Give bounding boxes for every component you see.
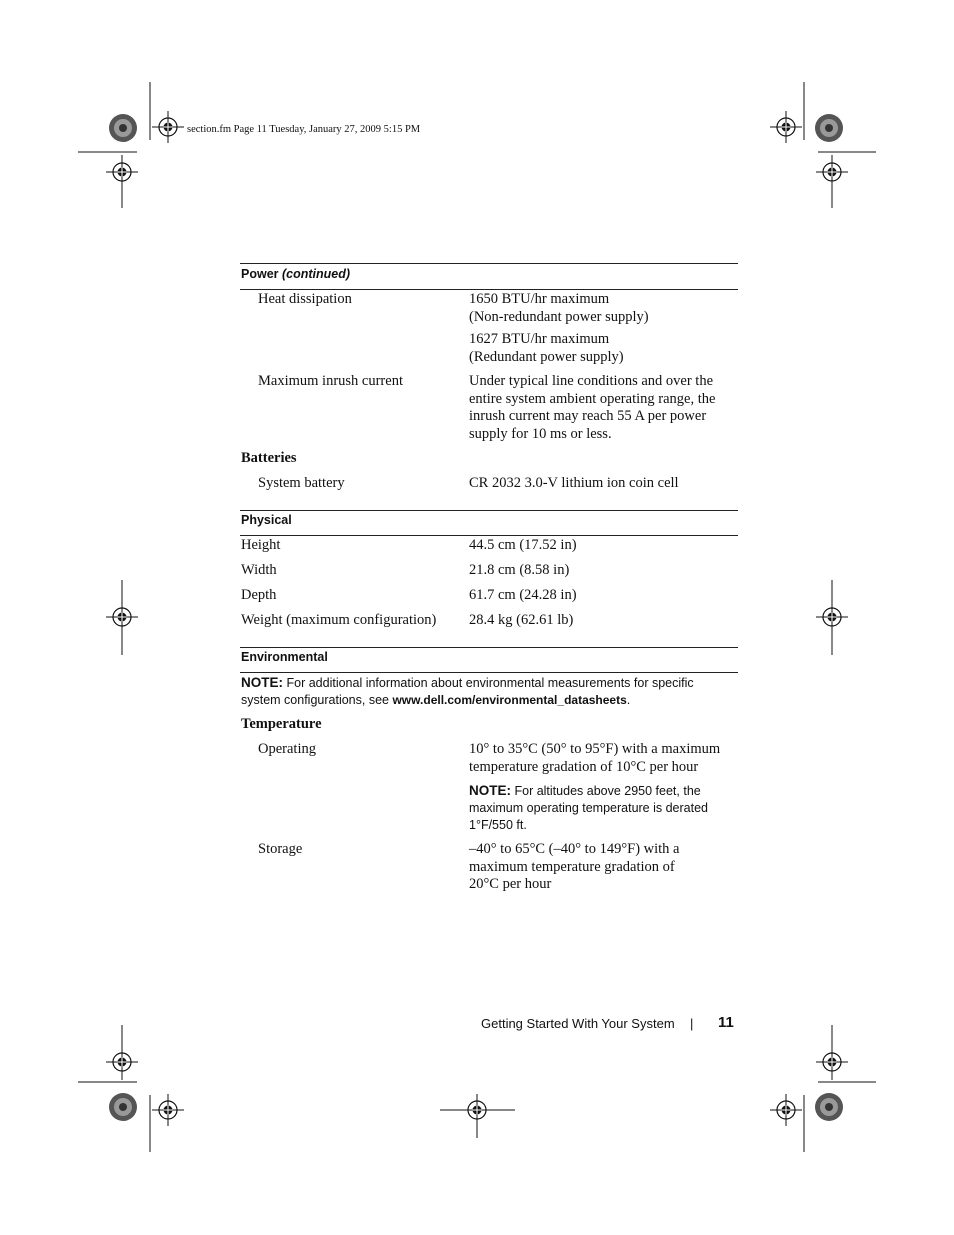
value-line: inrush current may reach 55 A per power [469,408,707,424]
spec-label-storage: Storage [258,841,303,857]
print-slug: section.fm Page 11 Tuesday, January 27, 2009 5:15 PM [187,124,421,135]
operating-note [469,782,731,834]
spec-label-operating: Operating [258,741,316,757]
spec-label-battery: System battery [258,475,345,491]
note-text: . [626,693,631,707]
note-text: maximum operating temperature is derated [469,801,709,815]
value-line: 1650 BTU/hr maximum [469,291,610,307]
spec-value-inrush [469,373,731,443]
heading-text: Power [241,267,279,281]
note-text: system configurations, see [241,693,393,707]
note-text: For additional information about environmental measurements for specific [286,676,694,690]
spec-value-heat [469,291,731,366]
value-line: 1627 BTU/hr maximum [469,331,610,347]
spec-value-battery: CR 2032 3.0-V lithium ion coin cell [469,475,679,491]
spec-label-inrush: Maximum inrush current [258,373,403,389]
rule [240,672,738,673]
subheading-batteries: Batteries [241,450,297,466]
section-heading-environmental: Environmental [241,650,328,664]
spec-label-heat: Heat dissipation [258,291,352,307]
value-line: Under typical line conditions and over the [469,373,714,389]
note-text: 1°F/550 ft. [469,818,527,832]
environmental-note [241,674,738,709]
value-line: supply for 10 ms or less. [469,425,612,442]
rule [240,535,738,536]
rule [240,647,738,648]
footer-separator: | [690,1016,694,1031]
value-line: (Non-redundant power supply) [469,308,649,325]
spec-label-depth: Depth [241,587,277,603]
value-line: –40° to 65°C (–40° to 149°F) with a [469,841,680,857]
section-heading-physical: Physical [241,513,292,527]
value-line: maximum temperature gradation of [469,858,675,875]
spec-value-depth: 61.7 cm (24.28 in) [469,587,577,603]
subheading-temperature: Temperature [241,716,322,732]
value-line: 20°C per hour [469,876,552,892]
value-line: temperature gradation of 10°C per hour [469,758,699,775]
spec-value-operating [469,741,731,776]
value-line: entire system ambient operating range, the [469,390,716,407]
rule [240,510,738,511]
value-line: (Redundant power supply) [469,348,624,365]
heading-suffix: (continued) [282,267,351,281]
spec-label-width: Width [241,562,277,578]
rule [240,263,738,264]
spec-label-height: Height [241,537,281,553]
spec-value-height: 44.5 cm (17.52 in) [469,537,577,553]
spec-value-storage [469,841,731,894]
note-label: NOTE: [241,675,283,690]
section-heading-power [241,267,350,281]
note-label: NOTE: [469,783,511,798]
spec-value-weight: 28.4 kg (62.61 lb) [469,612,574,628]
note-text: For altitudes above 2950 feet, the [514,784,701,798]
datasheets-link[interactable]: www.dell.com/environmental_datasheets [392,693,627,707]
page-number: 11 [718,1014,734,1031]
spec-value-width: 21.8 cm (8.58 in) [469,562,570,578]
value-line: 10° to 35°C (50° to 95°F) with a maximum [469,741,721,757]
spec-label-weight: Weight (maximum configuration) [241,612,437,628]
footer-section-title: Getting Started With Your System [481,1016,675,1031]
rule [240,289,738,290]
